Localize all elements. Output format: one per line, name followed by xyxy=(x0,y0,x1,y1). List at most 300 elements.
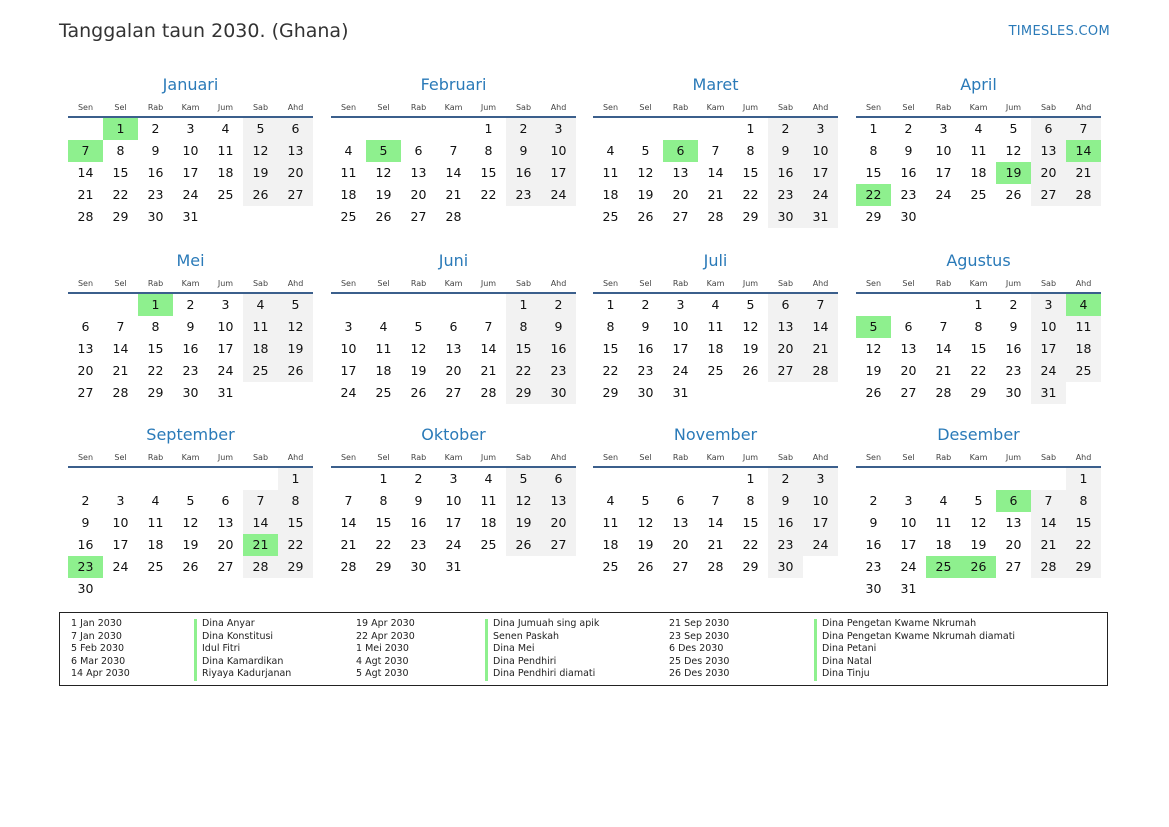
day-cell: 2 xyxy=(541,294,576,316)
weekday-label: Rab xyxy=(410,453,427,462)
day-cell: 29 xyxy=(970,385,987,400)
day-cell: 17 xyxy=(1031,338,1066,360)
day-cell: 29 xyxy=(865,209,882,224)
day-cell: 14 xyxy=(112,341,129,356)
day-cell: 30 xyxy=(900,209,917,224)
day-cell: 23 xyxy=(541,360,576,382)
day-cell: 13 xyxy=(768,316,803,338)
day-cell: 11 xyxy=(243,316,278,338)
legend-dates-col-1 xyxy=(71,618,130,681)
day-cell: 15 xyxy=(147,341,164,356)
day-cell: 3 xyxy=(344,319,353,334)
day-cell: 7 xyxy=(449,143,458,158)
month-3 xyxy=(593,75,838,224)
day-cell: 9 xyxy=(768,140,803,162)
day-cell: 19 xyxy=(182,537,199,552)
day-cell: 25 xyxy=(147,559,164,574)
day-cell: 6 xyxy=(414,143,423,158)
day-cell: 30 xyxy=(410,559,427,574)
holiday-day-cell: 22 xyxy=(856,184,891,206)
day-cell: 24 xyxy=(803,534,838,556)
day-cell: 27 xyxy=(900,385,917,400)
day-cell: 15 xyxy=(970,341,987,356)
weekday-label: Kam xyxy=(181,453,200,462)
weekday-header xyxy=(68,279,313,289)
weekday-label: Kam xyxy=(444,453,463,462)
holiday-day-cell: 19 xyxy=(996,162,1031,184)
day-cell: 4 xyxy=(606,143,615,158)
weekday-label: Ahd xyxy=(287,453,304,462)
day-cell: 5 xyxy=(243,118,278,140)
legend-dates-col-3 xyxy=(669,618,729,681)
day-cell: 22 xyxy=(742,537,759,552)
day-cell: 12 xyxy=(865,341,882,356)
weekday-label: Ahd xyxy=(1075,279,1092,288)
day-cell: 28 xyxy=(243,556,278,578)
day-cell: 9 xyxy=(81,515,90,530)
weekday-label: Rab xyxy=(410,279,427,288)
day-cell: 21 xyxy=(935,363,952,378)
holiday-day-cell: 7 xyxy=(68,140,103,162)
day-cell: 29 xyxy=(112,209,129,224)
day-cell: 28 xyxy=(77,209,94,224)
day-cell: 29 xyxy=(506,382,541,404)
day-cell: 24 xyxy=(672,363,689,378)
legend-date: 6 Des 2030 xyxy=(669,643,724,655)
day-cell: 23 xyxy=(865,559,882,574)
day-cell: 21 xyxy=(707,537,724,552)
day-cell: 17 xyxy=(803,162,838,184)
day-cell: 15 xyxy=(1066,512,1101,534)
day-cell: 6 xyxy=(541,468,576,490)
weekday-label: Sel xyxy=(377,453,390,462)
day-cell: 16 xyxy=(147,165,164,180)
day-cell: 5 xyxy=(186,493,195,508)
day-cell: 12 xyxy=(375,165,392,180)
day-cell: 11 xyxy=(340,165,357,180)
day-cell: 3 xyxy=(904,493,913,508)
day-cell: 14 xyxy=(707,165,724,180)
month-name: Desember xyxy=(937,425,1020,444)
month-name: Maret xyxy=(692,75,739,94)
weekday-label: Jum xyxy=(480,279,497,288)
day-cell: 26 xyxy=(637,209,654,224)
day-cell: 11 xyxy=(217,143,234,158)
day-cell: 29 xyxy=(1066,556,1101,578)
day-cell: 2 xyxy=(904,121,913,136)
weekday-label: Kam xyxy=(706,103,725,112)
day-cell: 26 xyxy=(243,184,278,206)
day-cell: 11 xyxy=(970,143,987,158)
weekday-label: Jum xyxy=(217,453,234,462)
day-cell: 25 xyxy=(602,559,619,574)
day-cell: 27 xyxy=(672,209,689,224)
day-cell: 6 xyxy=(1031,118,1066,140)
day-cell: 22 xyxy=(970,363,987,378)
day-cell: 10 xyxy=(340,341,357,356)
day-cell: 10 xyxy=(803,490,838,512)
legend-date: 21 Sep 2030 xyxy=(669,618,730,629)
day-cell: 28 xyxy=(445,209,462,224)
weekday-label: Sab xyxy=(777,279,794,288)
day-cell: 26 xyxy=(506,534,541,556)
weekday-label: Jum xyxy=(742,453,759,462)
day-cell: 2 xyxy=(869,493,878,508)
legend-holiday-marker xyxy=(485,619,488,681)
day-cell: 10 xyxy=(182,143,199,158)
day-cell: 17 xyxy=(340,363,357,378)
day-cell: 15 xyxy=(742,165,759,180)
weekday-label: Sab xyxy=(252,279,269,288)
day-cell: 26 xyxy=(637,559,654,574)
day-cell: 12 xyxy=(970,515,987,530)
day-cell: 8 xyxy=(151,319,160,334)
day-cell: 7 xyxy=(711,493,720,508)
weekday-label: Jum xyxy=(217,103,234,112)
day-cell: 10 xyxy=(900,515,917,530)
day-cell: 21 xyxy=(480,363,497,378)
day-cell: 22 xyxy=(112,187,129,202)
day-cell: 5 xyxy=(641,493,650,508)
weekday-label: Sel xyxy=(902,103,915,112)
weekday-label: Sel xyxy=(902,279,915,288)
day-cell: 16 xyxy=(541,338,576,360)
weekday-header xyxy=(68,103,313,113)
holiday-day-cell: 25 xyxy=(926,556,961,578)
day-cell: 8 xyxy=(606,319,615,334)
day-cell: 12 xyxy=(243,140,278,162)
day-cell: 9 xyxy=(768,490,803,512)
day-cell: 12 xyxy=(182,515,199,530)
weekday-label: Sen xyxy=(602,453,619,462)
day-cell: 16 xyxy=(768,512,803,534)
weekday-label: Sab xyxy=(252,453,269,462)
weekday-label: Sen xyxy=(865,453,882,462)
day-cell: 8 xyxy=(379,493,388,508)
weekday-label: Sel xyxy=(639,279,652,288)
day-cell: 24 xyxy=(445,537,462,552)
weekday-label: Sab xyxy=(515,279,532,288)
day-cell: 23 xyxy=(768,184,803,206)
month-2 xyxy=(331,75,576,224)
day-cell: 14 xyxy=(77,165,94,180)
day-cell: 20 xyxy=(278,162,313,184)
month-name: September xyxy=(146,425,235,444)
day-cell: 17 xyxy=(672,341,689,356)
legend-date: 1 Jan 2030 xyxy=(71,618,122,629)
day-cell: 6 xyxy=(278,118,313,140)
day-cell: 3 xyxy=(939,121,948,136)
weekday-label: Sab xyxy=(1040,453,1057,462)
day-cell: 18 xyxy=(147,537,164,552)
day-cell: 20 xyxy=(217,537,234,552)
day-cell: 24 xyxy=(340,385,357,400)
day-cell: 30 xyxy=(147,209,164,224)
day-cell: 15 xyxy=(112,165,129,180)
day-cell: 1 xyxy=(606,297,615,312)
day-cell: 19 xyxy=(410,363,427,378)
weekday-label: Sel xyxy=(377,103,390,112)
day-cell: 15 xyxy=(742,515,759,530)
day-cell: 20 xyxy=(672,537,689,552)
day-cell: 10 xyxy=(541,140,576,162)
day-cell: 2 xyxy=(151,121,160,136)
day-cell: 31 xyxy=(182,209,199,224)
day-cell: 18 xyxy=(217,165,234,180)
weekday-label: Ahd xyxy=(812,103,829,112)
day-cell: 26 xyxy=(182,559,199,574)
legend-holiday-name: Dina Jumuah sing apik xyxy=(493,618,600,629)
day-cell: 9 xyxy=(541,316,576,338)
holiday-day-cell: 6 xyxy=(663,140,698,162)
day-cell: 12 xyxy=(637,515,654,530)
day-cell: 14 xyxy=(1031,512,1066,534)
day-cell: 11 xyxy=(707,319,724,334)
day-cell: 7 xyxy=(116,319,125,334)
day-cell: 4 xyxy=(711,297,720,312)
day-cell: 20 xyxy=(768,338,803,360)
day-cell: 31 xyxy=(1031,382,1066,404)
legend-date: 4 Agt 2030 xyxy=(356,655,409,667)
day-cell: 29 xyxy=(602,385,619,400)
day-cell: 14 xyxy=(935,341,952,356)
day-cell: 18 xyxy=(602,187,619,202)
day-cell: 12 xyxy=(742,319,759,334)
day-cell: 31 xyxy=(803,206,838,228)
day-cell: 10 xyxy=(1031,316,1066,338)
day-cell: 21 xyxy=(445,187,462,202)
day-cell: 3 xyxy=(676,297,685,312)
month-5 xyxy=(68,251,313,400)
weekday-label: Jum xyxy=(742,103,759,112)
day-cell: 30 xyxy=(865,581,882,596)
day-cell: 26 xyxy=(865,385,882,400)
weekday-label: Jum xyxy=(1005,453,1022,462)
day-cell: 30 xyxy=(182,385,199,400)
brand-link[interactable]: TIMESLES.COM xyxy=(1008,24,1110,39)
day-cell: 17 xyxy=(182,165,199,180)
weekday-header xyxy=(593,103,838,113)
weekday-label: Sab xyxy=(515,103,532,112)
day-cell: 5 xyxy=(278,294,313,316)
weekday-label: Jum xyxy=(1005,279,1022,288)
day-cell: 1 xyxy=(506,294,541,316)
day-cell: 2 xyxy=(1009,297,1018,312)
day-cell: 21 xyxy=(1031,534,1066,556)
weekday-label: Sab xyxy=(1040,279,1057,288)
day-cell: 3 xyxy=(186,121,195,136)
day-cell: 18 xyxy=(480,515,497,530)
month-9 xyxy=(68,425,313,596)
legend-holiday-name: Dina Petani xyxy=(822,643,877,655)
weekday-label: Rab xyxy=(672,453,689,462)
day-cell: 5 xyxy=(506,468,541,490)
day-cell: 5 xyxy=(414,319,423,334)
legend-holiday-marker xyxy=(194,619,197,681)
legend-names-col-3 xyxy=(822,618,1015,681)
day-cell: 29 xyxy=(742,559,759,574)
legend-date: 25 Des 2030 xyxy=(669,655,730,667)
day-cell: 6 xyxy=(221,493,230,508)
legend-holiday-marker xyxy=(814,619,817,681)
month-name: Januari xyxy=(162,75,219,94)
day-cell: 24 xyxy=(182,187,199,202)
day-cell: 13 xyxy=(278,140,313,162)
weekday-label: Sel xyxy=(114,103,127,112)
weekday-label: Jum xyxy=(480,453,497,462)
day-cell: 27 xyxy=(1031,184,1066,206)
day-cell: 28 xyxy=(1066,184,1101,206)
day-cell: 10 xyxy=(217,319,234,334)
day-cell: 4 xyxy=(484,471,493,486)
day-cell: 3 xyxy=(449,471,458,486)
day-cell: 11 xyxy=(375,341,392,356)
day-cell: 9 xyxy=(904,143,913,158)
weekday-label: Rab xyxy=(147,279,164,288)
weekday-label: Rab xyxy=(935,453,952,462)
page-title: Tanggalan taun 2030. (Ghana) xyxy=(59,20,349,42)
day-cell: 2 xyxy=(768,118,803,140)
month-name: November xyxy=(673,425,758,444)
day-cell: 13 xyxy=(410,165,427,180)
day-cell: 18 xyxy=(375,363,392,378)
legend-holiday-name: Dina Konstitusi xyxy=(202,630,274,642)
weekday-label: Ahd xyxy=(287,279,304,288)
day-cell: 9 xyxy=(506,140,541,162)
legend-dates-col-2 xyxy=(356,618,415,681)
day-cell: 20 xyxy=(672,187,689,202)
day-cell: 27 xyxy=(1005,559,1022,574)
day-cell: 7 xyxy=(1031,490,1066,512)
day-cell: 25 xyxy=(707,363,724,378)
holiday-day-cell: 4 xyxy=(1066,294,1101,316)
day-cell: 5 xyxy=(1009,121,1018,136)
day-cell: 3 xyxy=(221,297,230,312)
weekday-label: Sab xyxy=(777,103,794,112)
day-cell: 15 xyxy=(506,338,541,360)
weekday-label: Sel xyxy=(639,453,652,462)
weekday-label: Rab xyxy=(935,279,952,288)
day-cell: 4 xyxy=(974,121,983,136)
holiday-day-cell: 23 xyxy=(68,556,103,578)
day-cell: 16 xyxy=(768,162,803,184)
day-cell: 27 xyxy=(768,360,803,382)
weekday-header xyxy=(331,453,576,463)
day-cell: 19 xyxy=(637,187,654,202)
day-cell: 11 xyxy=(602,165,619,180)
day-cell: 8 xyxy=(278,490,313,512)
day-cell: 3 xyxy=(803,468,838,490)
day-cell: 22 xyxy=(147,363,164,378)
legend-holiday-name: Senen Paskah xyxy=(493,630,560,642)
holiday-day-cell: 5 xyxy=(366,140,401,162)
legend-holiday-name: Dina Kamardikan xyxy=(202,655,284,667)
day-cell: 21 xyxy=(340,537,357,552)
weekday-label: Sen xyxy=(602,279,619,288)
legend-names-col-2 xyxy=(493,618,599,681)
day-cell: 31 xyxy=(217,385,234,400)
weekday-label: Jum xyxy=(217,279,234,288)
day-cell: 8 xyxy=(974,319,983,334)
weekday-label: Sen xyxy=(77,279,94,288)
weekday-label: Sel xyxy=(114,279,127,288)
day-cell: 8 xyxy=(116,143,125,158)
day-cell: 17 xyxy=(541,162,576,184)
day-cell: 3 xyxy=(1031,294,1066,316)
day-cell: 5 xyxy=(974,493,983,508)
day-cell: 13 xyxy=(217,515,234,530)
day-cell: 24 xyxy=(541,184,576,206)
holiday-legend xyxy=(59,612,1108,686)
weekday-header xyxy=(593,453,838,463)
day-cell: 10 xyxy=(672,319,689,334)
day-cell: 4 xyxy=(344,143,353,158)
day-cell: 1 xyxy=(746,121,755,136)
day-cell: 26 xyxy=(742,363,759,378)
day-cell: 21 xyxy=(1066,162,1101,184)
month-10 xyxy=(331,425,576,574)
legend-names-col-1 xyxy=(202,618,291,681)
day-cell: 25 xyxy=(243,360,278,382)
legend-date: 1 Mei 2030 xyxy=(356,643,409,655)
month-name: Oktober xyxy=(421,425,486,444)
legend-date: 14 Apr 2030 xyxy=(71,668,130,680)
day-cell: 2 xyxy=(186,297,195,312)
weekday-label: Kam xyxy=(706,453,725,462)
weekday-label: Rab xyxy=(410,103,427,112)
legend-holiday-name: Riyaya Kadurjanan xyxy=(202,668,292,680)
weekday-header xyxy=(856,279,1101,289)
day-cell: 25 xyxy=(1066,360,1101,382)
day-cell: 22 xyxy=(742,187,759,202)
day-cell: 21 xyxy=(77,187,94,202)
weekday-header xyxy=(68,453,313,463)
day-cell: 9 xyxy=(151,143,160,158)
day-cell: 9 xyxy=(186,319,195,334)
weekday-label: Jum xyxy=(480,103,497,112)
day-cell: 23 xyxy=(768,534,803,556)
weekday-label: Sel xyxy=(114,453,127,462)
day-cell: 13 xyxy=(1031,140,1066,162)
weekday-header xyxy=(856,453,1101,463)
day-cell: 30 xyxy=(1005,385,1022,400)
day-cell: 2 xyxy=(768,468,803,490)
day-cell: 12 xyxy=(1005,143,1022,158)
legend-date: 19 Apr 2030 xyxy=(356,618,415,629)
day-cell: 24 xyxy=(900,559,917,574)
weekday-label: Sen xyxy=(77,103,94,112)
day-cell: 15 xyxy=(602,341,619,356)
weekday-label: Kam xyxy=(706,279,725,288)
day-cell: 7 xyxy=(243,490,278,512)
day-cell: 16 xyxy=(637,341,654,356)
day-cell: 9 xyxy=(414,493,423,508)
day-cell: 20 xyxy=(1031,162,1066,184)
weekday-label: Kam xyxy=(181,103,200,112)
weekday-label: Sen xyxy=(602,103,619,112)
weekday-label: Sen xyxy=(340,453,357,462)
month-6 xyxy=(331,251,576,400)
weekday-label: Sen xyxy=(865,103,882,112)
day-cell: 8 xyxy=(506,316,541,338)
legend-date: 26 Des 2030 xyxy=(669,668,730,680)
day-cell: 18 xyxy=(340,187,357,202)
day-cell: 12 xyxy=(278,316,313,338)
day-cell: 23 xyxy=(410,537,427,552)
weekday-label: Ahd xyxy=(550,453,567,462)
weekday-header xyxy=(331,103,576,113)
day-cell: 25 xyxy=(602,209,619,224)
